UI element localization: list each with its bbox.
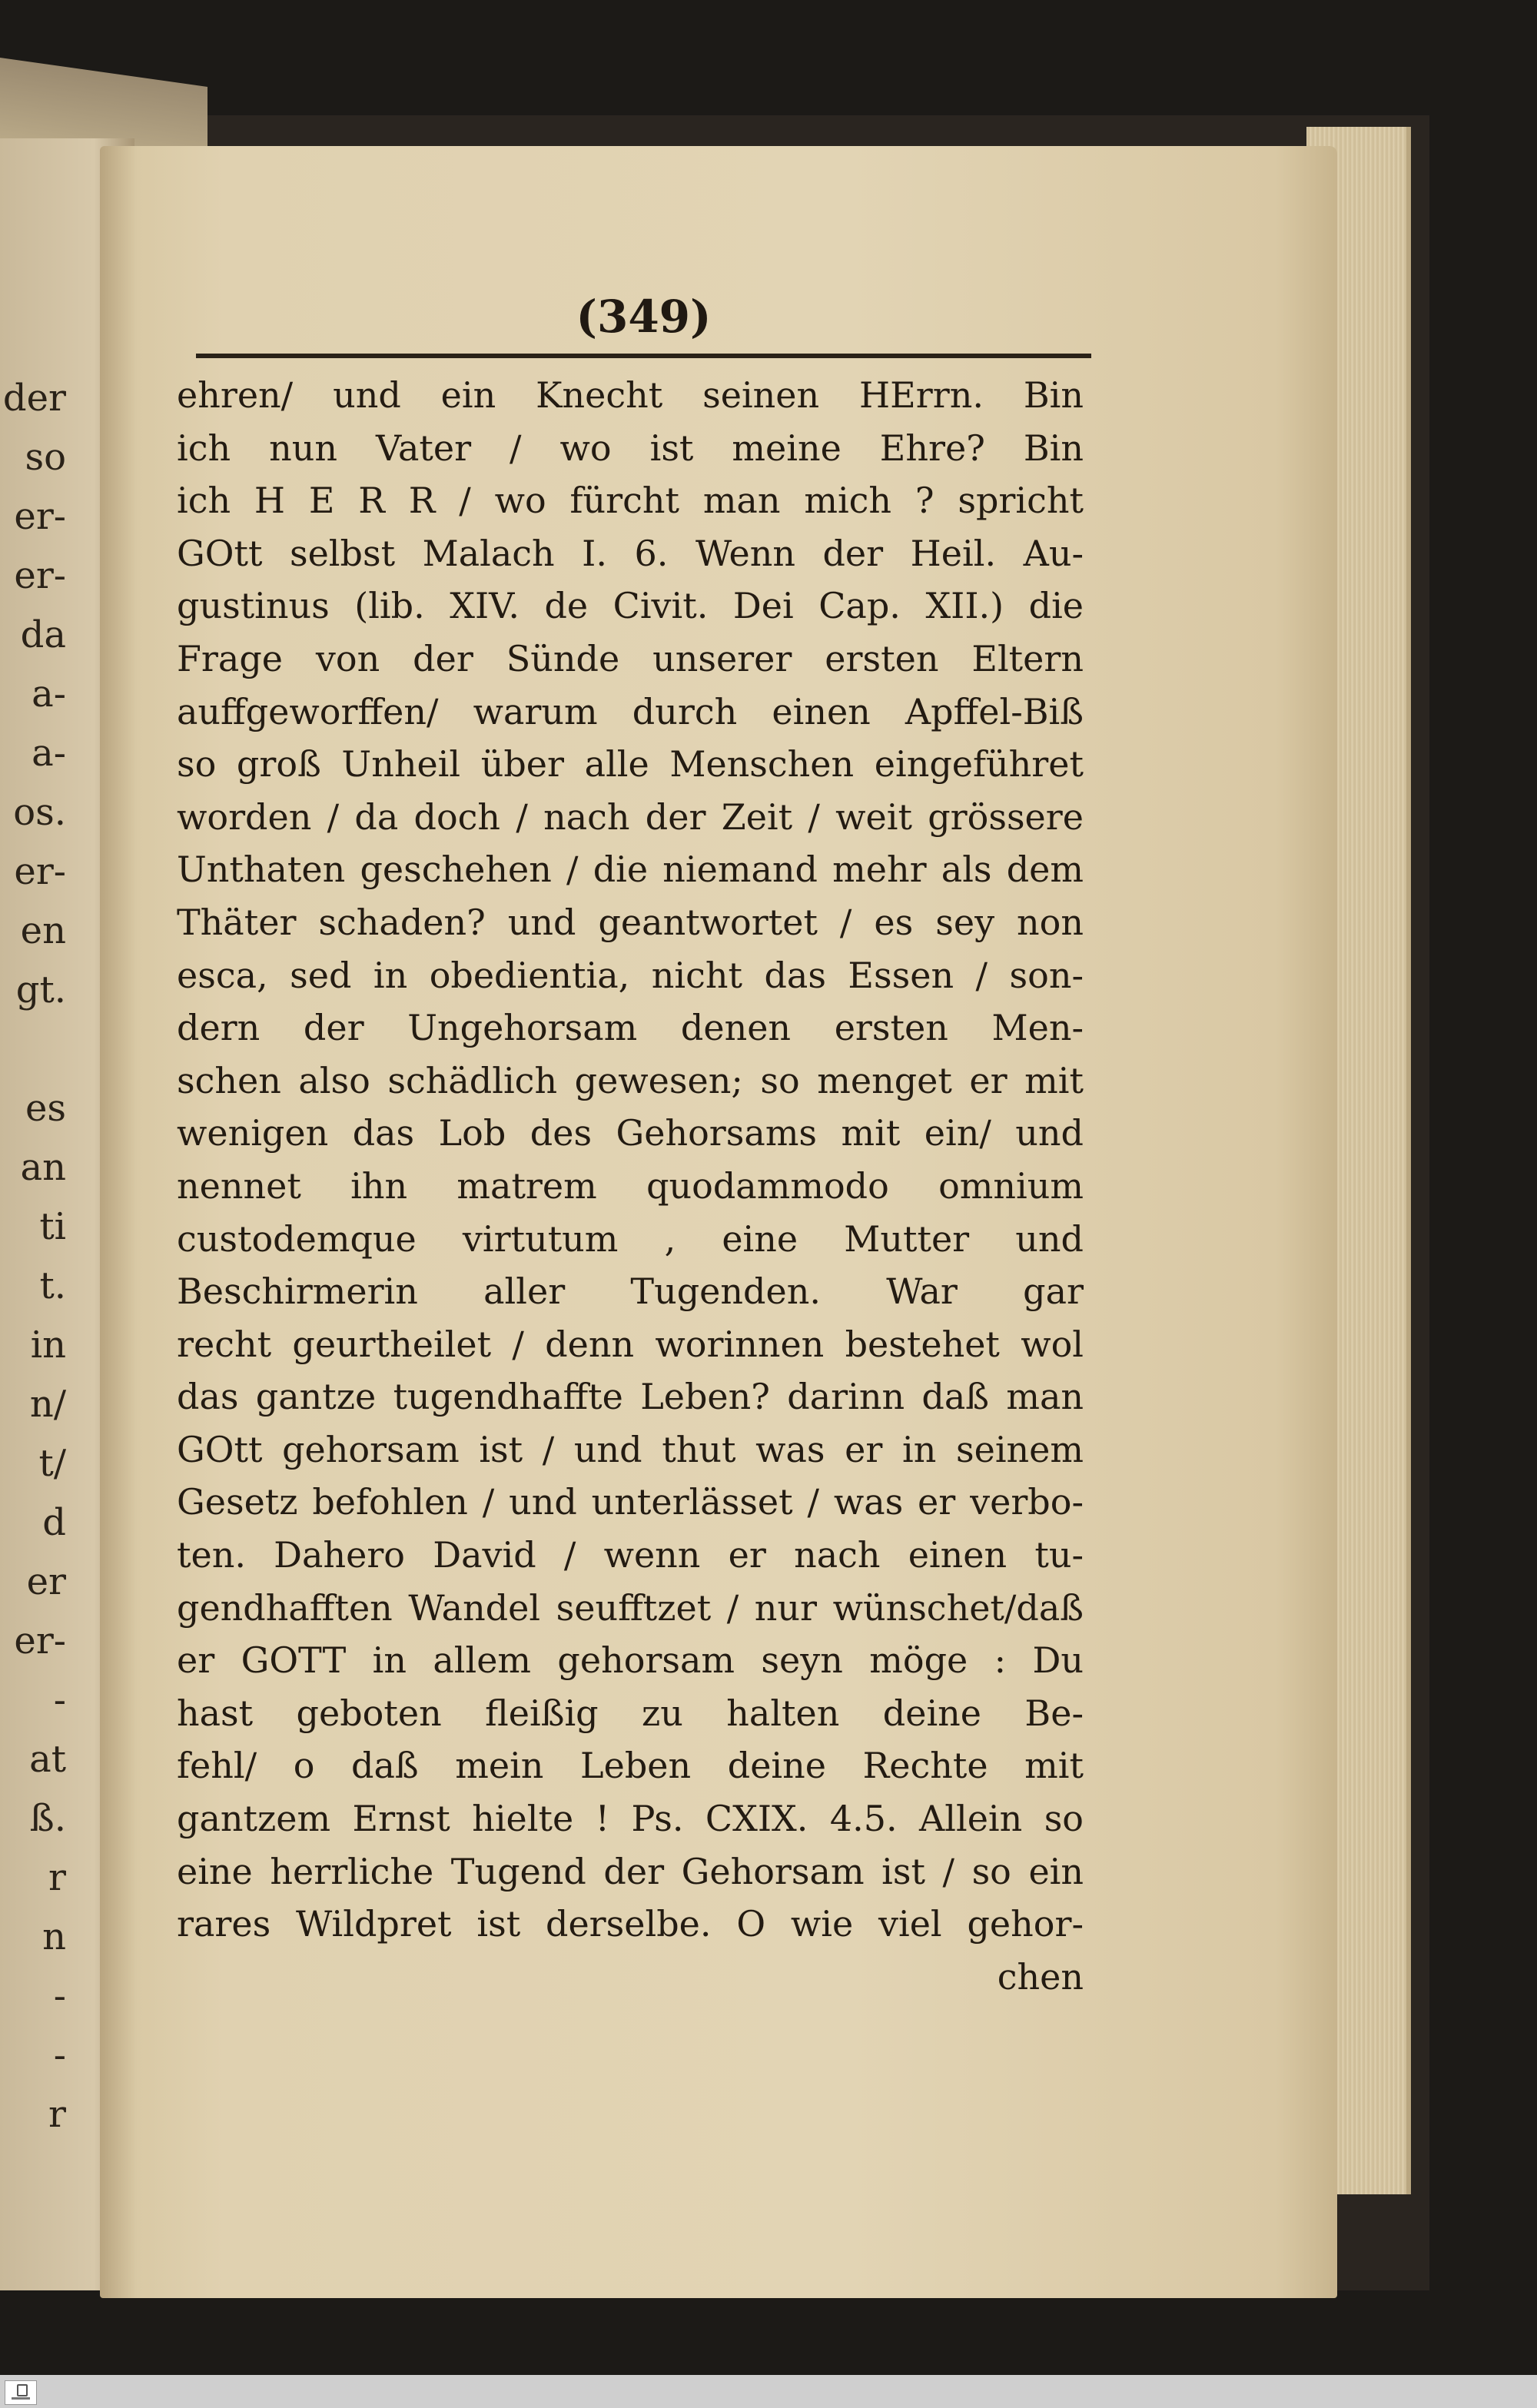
left-fragment: t. (39, 1264, 66, 1307)
text-line: er GOTT in allem gehorsam seyn möge : Du (177, 1639, 1084, 1682)
left-fragment: n/ (29, 1383, 66, 1426)
left-fragment: er- (14, 495, 66, 538)
text-line: Thäter schaden? und geantwortet / es sey non (177, 901, 1084, 943)
left-fragment: - (53, 2034, 66, 2077)
left-fragment: n (42, 1915, 66, 1958)
page-header (196, 284, 1091, 358)
text-line: Frage von der Sünde unserer ersten Eltern (177, 637, 1084, 679)
library-logo-icon (5, 2380, 37, 2405)
left-fragment: er (26, 1560, 66, 1603)
text-line: ten. Dahero David / wenn er nach einen tu- (177, 1534, 1084, 1576)
left-fragment: - (53, 1975, 66, 2018)
text-line: Unthaten geschehen / die niemand mehr als dem (177, 849, 1084, 891)
text-line: worden / da doch / nach der Zeit / weit grössere (177, 795, 1084, 838)
text-line: fehl/ o daß mein Leben deine Rechte mit (177, 1745, 1084, 1787)
text-line: ehren/ und ein Knecht seinen HErrn. Bin (177, 374, 1084, 416)
left-fragment: da (20, 613, 66, 656)
left-fragment: er- (14, 850, 66, 893)
text-line: hast geboten fleißig zu halten deine Be- (177, 1692, 1084, 1734)
text-line: gustinus (lib. XIV. de Civit. Dei Cap. XII.) die (177, 585, 1084, 627)
text-line: custodemque virtutum , eine Mutter und (177, 1217, 1084, 1260)
left-fragment: r (48, 1856, 66, 1899)
left-fragment: es (25, 1087, 66, 1130)
left-fragment: os. (13, 791, 66, 834)
left-fragment: so (25, 436, 66, 479)
left-fragment: in (30, 1324, 66, 1367)
text-line: eine herrliche Tugend der Gehorsam ist / so ein (177, 1850, 1084, 1892)
text-line: esca, sed in obedientia, nicht das Essen / son- (177, 954, 1084, 996)
text-line: ich H E R R / wo fürcht man mich ? spricht (177, 480, 1084, 522)
left-fragment: ß. (29, 1797, 66, 1840)
left-fragment: er- (14, 554, 66, 597)
page-number: (349) (576, 291, 712, 343)
left-fragment: gt. (15, 968, 66, 1011)
left-fragment: er- (14, 1619, 66, 1662)
text-line: das gantze tugendhaffte Leben? darinn daß man (177, 1376, 1084, 1418)
viewer-footer-bar (0, 2375, 1537, 2408)
left-fragment: r (48, 2093, 66, 2136)
left-fragment: der (2, 377, 66, 420)
text-line: GOtt gehorsam ist / und thut was er in seinem (177, 1428, 1084, 1470)
text-line: dern der Ungehorsam denen ersten Men- (177, 1007, 1084, 1049)
text-line: GOtt selbst Malach I. 6. Wenn der Heil. Au- (177, 532, 1084, 574)
left-page-text-fragments (0, 369, 69, 2144)
text-line: rares Wildpret ist derselbe. O wie viel gehor- (177, 1903, 1084, 1945)
left-fragment: - (53, 1679, 66, 1722)
text-line: auffgeworffen/ warum durch einen Apffel-Biß (177, 690, 1084, 732)
left-fragment: a- (32, 673, 66, 716)
text-line: gantzem Ernst hielte ! Ps. CXIX. 4.5. Allein so (177, 1798, 1084, 1840)
text-line: ich nun Vater / wo ist meine Ehre? Bin (177, 427, 1084, 469)
text-line: nennet ihn matrem quodammodo omnium (177, 1164, 1084, 1207)
text-line: Beschirmerin aller Tugenden. War gar (177, 1270, 1084, 1313)
left-fragment: at (29, 1738, 66, 1781)
text-line: wenigen das Lob des Gehorsams mit ein/ und (177, 1112, 1084, 1154)
text-line: gendhafften Wandel seufftzet / nur wünschet/daß (177, 1586, 1084, 1629)
catchword: chen (997, 1955, 1084, 1998)
text-line: recht geurtheilet / denn worinnen bestehet wol (177, 1323, 1084, 1365)
left-fragment: an (20, 1146, 66, 1189)
text-line: Gesetz befohlen / und unterlässet / was er verbo- (177, 1481, 1084, 1523)
left-fragment: t/ (38, 1442, 66, 1485)
text-line: so groß Unheil über alle Menschen eingeführet (177, 743, 1084, 786)
text-line: schen also schädlich gewesen; so menget er mit (177, 1059, 1084, 1101)
left-fragment: d (42, 1501, 66, 1544)
page-text (177, 369, 1084, 2003)
left-fragment: ti (39, 1205, 66, 1248)
left-fragment (0, 1020, 69, 1079)
left-fragment: a- (32, 732, 66, 775)
left-fragment: en (20, 909, 66, 952)
